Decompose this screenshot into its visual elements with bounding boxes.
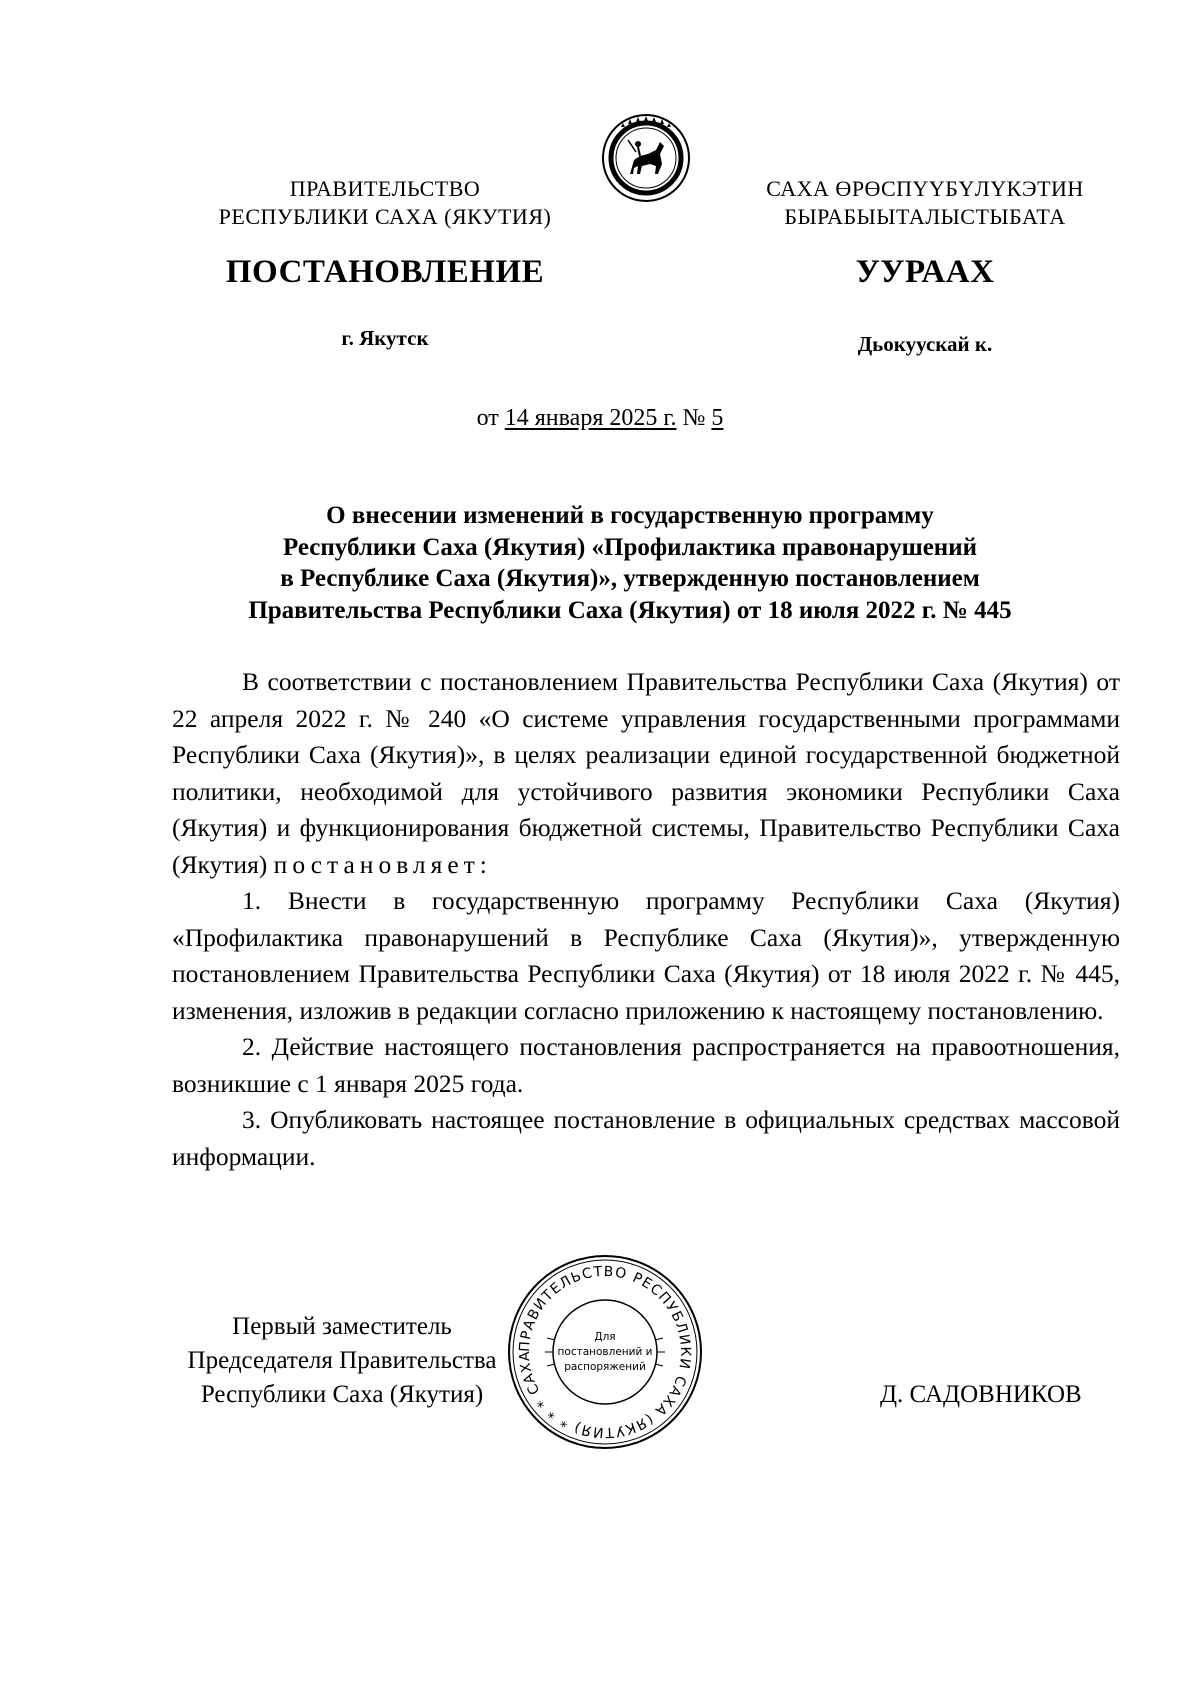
item-3: 3. Опубликовать настоящее постановление в официальных средствах массовой информации. xyxy=(172,1105,1120,1171)
number-sign: № xyxy=(682,405,706,431)
official-stamp xyxy=(505,1252,705,1452)
coat-of-arms-emblem xyxy=(600,112,692,204)
stamp-inner-line3: распоряжений xyxy=(564,1361,646,1373)
preamble-text: В соответствии с постановлением Правительства Республики Саха (Якутия) от 22 апреля 2022 г. № 240 «О системе управления государственными программами Республики Саха (Якутия)», в целях реализации единой государственной бюджетной политики, необходимой для устойчивого развития экономики Республики Саха (Якутия) и функционирования бюджетной системы, Правительство Республики Саха (Якутия) xyxy=(172,667,1120,879)
doc-type-ru: ПОСТАНОВЛЕНИЕ xyxy=(225,254,545,290)
date-prefix: от xyxy=(476,405,499,431)
header-left-line2: РЕСПУБЛИКИ САХА (ЯКУТИЯ) xyxy=(218,204,552,229)
position-line1: Первый заместитель xyxy=(232,1313,452,1340)
title-line3: в Республике Саха (Якутия)», утвержденную постановлением xyxy=(280,565,980,592)
title-line1: О внесении изменений в государственную программу xyxy=(326,502,934,529)
item-1: 1. Внести в государственную программу Республики Саха (Якутия) «Профилактика правонарушений в Республике Саха (Якутия)», утвержденную постановлением Правительства Республики Саха (Якутия) от 18 июля 2022 г. № 445, изменения, изложив в редакции согласно приложению к настоящему постановлению. xyxy=(172,886,1120,1025)
stamp-inner-line1: Для xyxy=(594,1331,616,1343)
position-line2: Председателя Правительства xyxy=(187,1347,497,1374)
document-title xyxy=(160,500,1100,626)
city-sakha: Дьокуускай к. xyxy=(857,332,993,356)
preamble-paragraph xyxy=(172,664,1120,883)
stamp-inner-line2: постановлений и xyxy=(557,1346,653,1358)
header-right xyxy=(720,175,1130,231)
title-line4: Правительства Республики Саха (Якутия) от 18 июля 2022 г. № 445 xyxy=(248,596,1012,624)
doc-type-sakha: УУРААХ xyxy=(855,254,995,290)
document-number: 5 xyxy=(711,405,724,431)
header-left-line1: ПРАВИТЕЛЬСТВО xyxy=(289,176,481,201)
date-line xyxy=(0,405,1200,432)
header-left xyxy=(175,175,595,231)
item-2: 2. Действие настоящего постановления распространяется на правоотношения, возникшие с 1 января 2025 года. xyxy=(172,1032,1120,1098)
header-right-line1: САХА ӨРӨСПYYБYЛYКЭТИН xyxy=(766,176,1084,201)
resolves-word: постановляет: xyxy=(273,849,492,879)
stamp-outer-text: ПРАВИТЕЛЬСТВО РЕСПУБЛИКИ САХА (ЯКУТИЯ) * * * САХА xyxy=(516,1263,694,1441)
position-line3: Республики Саха (Якутия) xyxy=(200,1381,484,1408)
city-ru: г. Якутск xyxy=(341,326,429,350)
signatory-position xyxy=(172,1310,512,1412)
document-date: 14 января 2025 г. xyxy=(504,405,677,431)
signatory-name: Д. САДОВНИКОВ xyxy=(880,1381,1082,1408)
title-line2: Республики Саха (Якутия) «Профилактика правонарушений xyxy=(282,533,978,561)
header-right-line2: БЫРАБЫЫТАЛЫСТЫБАТА xyxy=(784,204,1066,229)
document-body xyxy=(172,664,1120,1175)
